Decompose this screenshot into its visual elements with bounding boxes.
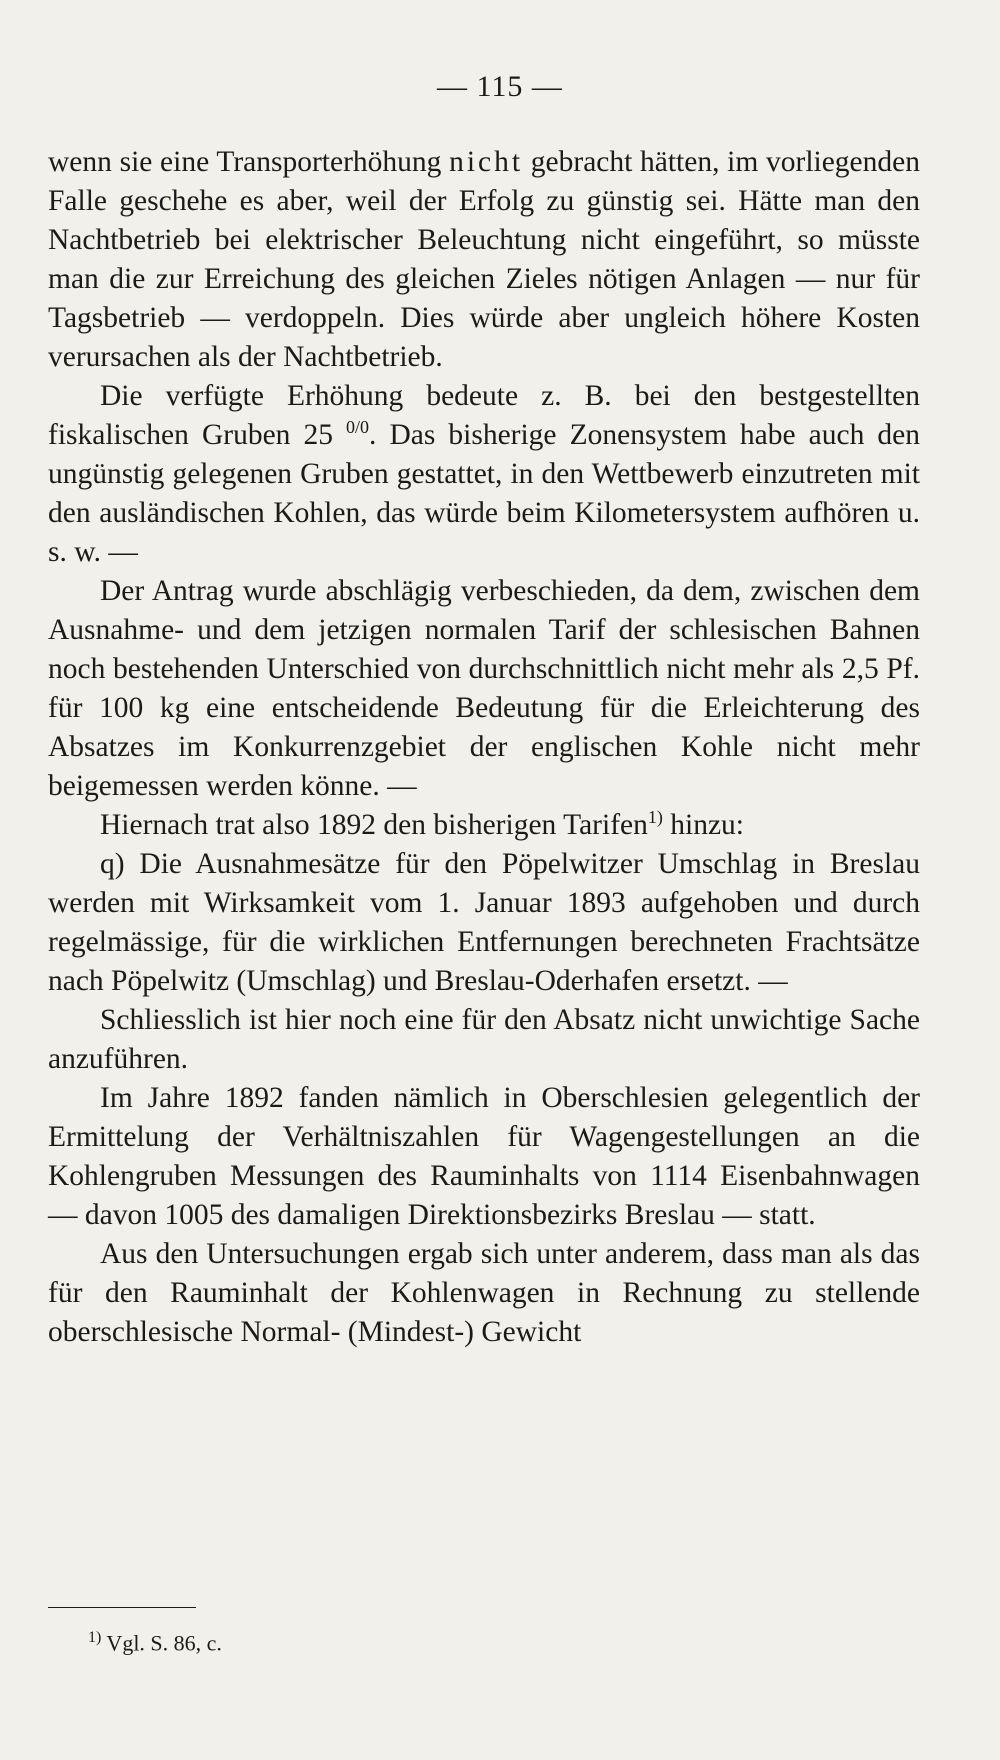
paragraph-2-text-a: Die verfügte Erhöhung bedeute z. B. bei den bestgestellten fiskalischen Gruben 25 (48, 380, 920, 451)
paragraph-4-text-b: hinzu: (662, 809, 744, 841)
paragraph-7: Im Jahre 1892 fanden nämlich in Oberschlesien gelegentlich der Ermittelung der Verhältniszahlen für Wagengestellungen an die Kohlengruben Messungen des Rauminhalts von 1114 Eisenbahnwagen — davon 1005 des damaligen Direktionsbezirks Breslau — statt. (48, 1082, 920, 1231)
paragraph-4 (48, 806, 920, 845)
footnote-text: Vgl. S. 86, c. (101, 1630, 222, 1656)
paragraph-1-text-b: gebracht hätten, im vorliegenden Falle geschehe es aber, weil der Erfolg zu günstig sei. Hätte man den Nachtbetrieb bei elektrischer Beleuchtung nicht eingeführt, so müsste man die zur Erreichung des gleichen Zieles nötigen Anlagen — nur für Tagsbetrieb — verdoppeln. Dies würde aber ungleich höhere Kosten verursachen als der Nachtbetrieb. (48, 146, 920, 373)
paragraph-6: Schliesslich ist hier noch eine für den Absatz nicht unwichtige Sache anzuführen. (48, 1004, 920, 1075)
paragraph-1-text-a: wenn sie eine Transporterhöhung (48, 146, 450, 178)
paragraph-1 (48, 143, 920, 377)
paragraph-5: q) Die Ausnahmesätze für den Pöpelwitzer Umschlag in Breslau werden mit Wirksamkeit vom 1. Januar 1893 aufgehoben und durch regelmässige, für die wirklichen Entfernungen berechneten Frachtsätze nach Pöpelwitz (Umschlag) und Breslau-Oderhafen ersetzt. — (48, 848, 920, 997)
body-text (48, 143, 920, 1352)
emphasis-nicht: nicht (449, 146, 524, 178)
paragraph-2-text-b: . Das bisherige Zonensystem habe auch den ungünstig gelegenen Gruben gestattet, in den Wettbewerb einzutreten mit den ausländischen Kohlen, das würde beim Kilometersystem aufhören u. s. w. — (48, 419, 921, 568)
percent-sign: 0/0 (346, 417, 370, 438)
paragraph-4-text-a: Hiernach trat also 1892 den bisherigen Tarifen (100, 809, 648, 841)
paragraph-2 (48, 377, 920, 572)
footnote-divider (48, 1607, 196, 1608)
footnote-mark: 1) (88, 1629, 102, 1646)
paragraph-8: Aus den Untersuchungen ergab sich unter anderem, dass man als das für den Rauminhalt der Kohlenwagen in Rechnung zu stellende oberschlesische Normal- (Mindest-) Gewicht (48, 1238, 920, 1348)
page-number-header: — 115 — (437, 70, 563, 103)
footnote (88, 1624, 222, 1657)
footnote-reference: 1) (647, 807, 663, 828)
paragraph-3: Der Antrag wurde abschlägig verbeschieden, da dem, zwischen dem Ausnahme- und dem jetzigen normalen Tarif der schlesischen Bahnen noch bestehenden Unterschied von durchschnittlich nicht mehr als 2,5 Pf. für 100 kg eine entscheidende Bedeutung für die Erleichterung des Absatzes im Konkurrenzgebiet der englischen Kohle nicht mehr beigemessen werden könne. — (48, 575, 920, 802)
